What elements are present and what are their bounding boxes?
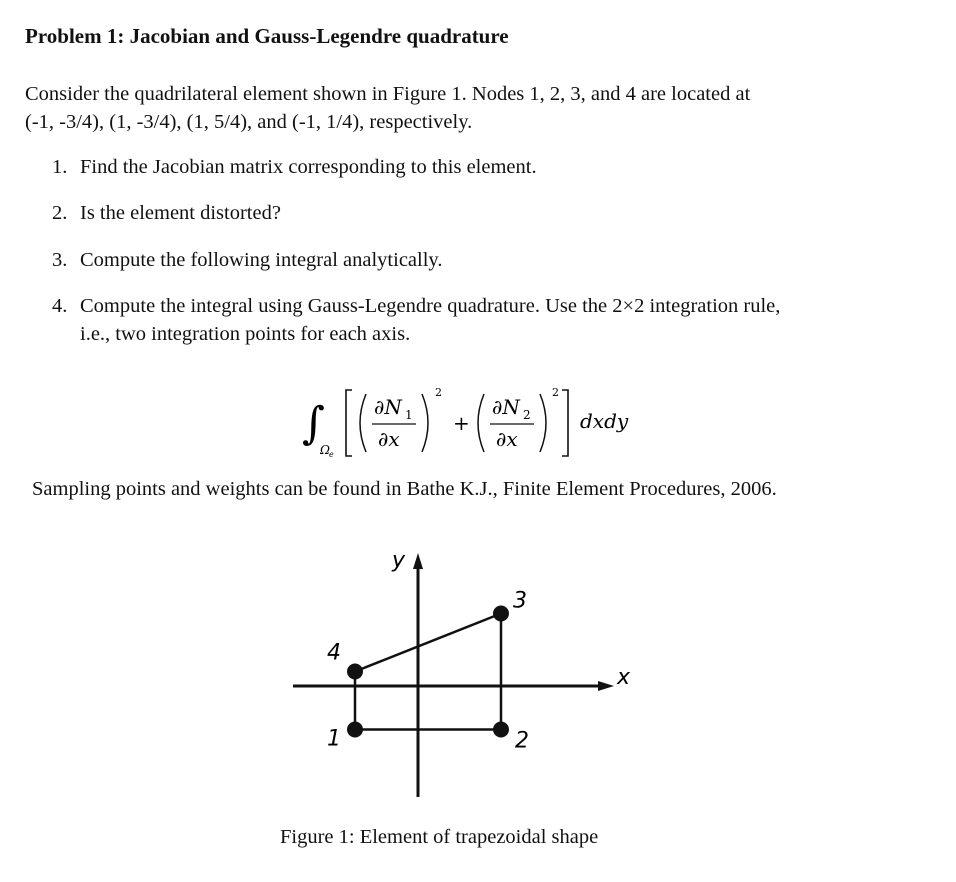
list-item-1	[52, 153, 537, 181]
element-edges	[355, 614, 501, 730]
node-4-label: 4	[327, 640, 341, 666]
list-item-3	[52, 246, 442, 274]
intro-line-2: (-1, -3/4), (1, -3/4), (1, 5/4), and (-1, 1/4), respectively.	[25, 111, 473, 133]
left-paren-1	[360, 394, 366, 452]
x-axis-arrow	[598, 681, 614, 691]
left-bracket	[346, 390, 352, 456]
right-paren-2	[540, 394, 546, 452]
list-item-text: Compute the integral using Gauss-Legendre quadrature. Use the 2×2 integration rule,	[80, 295, 781, 317]
numerator-1: ∂N	[374, 395, 402, 419]
node-3-marker	[493, 606, 509, 622]
node-1-marker	[347, 722, 363, 738]
element-figure	[290, 545, 650, 805]
list-item-text: Compute the following integral analytically.	[80, 249, 443, 271]
numerator-2-sub: 2	[523, 408, 531, 422]
list-item-text: Find the Jacobian matrix corresponding to this element.	[80, 156, 537, 178]
list-item-number: 2.	[52, 202, 68, 224]
plus-sign: +	[453, 411, 470, 435]
node-3-label: 3	[513, 588, 527, 614]
y-axis-label: y	[392, 548, 406, 573]
list-item-number: 1.	[52, 156, 68, 178]
x-axis-label: x	[617, 665, 631, 690]
numerator-2: ∂N	[492, 395, 520, 419]
list-item-text: Is the element distorted?	[80, 202, 281, 224]
problem-title: Problem 1: Jacobian and Gauss-Legendre quadrature	[25, 24, 509, 48]
denominator-1: ∂x	[378, 427, 400, 451]
numerator-1-sub: 1	[405, 408, 413, 422]
integral-equation	[300, 380, 660, 460]
node-4-marker	[347, 664, 363, 680]
integral-sign: ∫	[302, 398, 325, 449]
integral-domain: Ω	[320, 443, 330, 457]
list-item-2	[52, 199, 281, 227]
intro-paragraph	[25, 80, 925, 136]
power-1: 2	[435, 386, 442, 399]
list-item-text-continued: i.e., two integration points for each axis.	[80, 323, 411, 345]
y-axis-arrow	[413, 553, 423, 569]
list-item-number: 3.	[52, 249, 68, 271]
right-bracket	[562, 390, 568, 456]
differential: dxdy	[580, 409, 629, 433]
right-paren-1	[422, 394, 428, 452]
power-2: 2	[552, 386, 559, 399]
node-2-label: 2	[515, 728, 529, 754]
left-paren-2	[478, 394, 484, 452]
node-2-marker	[493, 722, 509, 738]
node-1-label: 1	[327, 726, 341, 752]
figure-caption: Figure 1: Element of trapezoidal shape	[280, 826, 599, 848]
integral-domain-sub: e	[329, 450, 334, 459]
list-item-number: 4.	[52, 295, 68, 317]
intro-line-1: Consider the quadrilateral element shown in Figure 1. Nodes 1, 2, 3, and 4 are located at	[25, 83, 751, 105]
list-item-4	[52, 292, 780, 348]
sampling-reference: Sampling points and weights can be found in Bathe K.J., Finite Element Procedures, 2006.	[32, 478, 777, 500]
denominator-2: ∂x	[496, 427, 518, 451]
element-edge	[355, 614, 501, 672]
